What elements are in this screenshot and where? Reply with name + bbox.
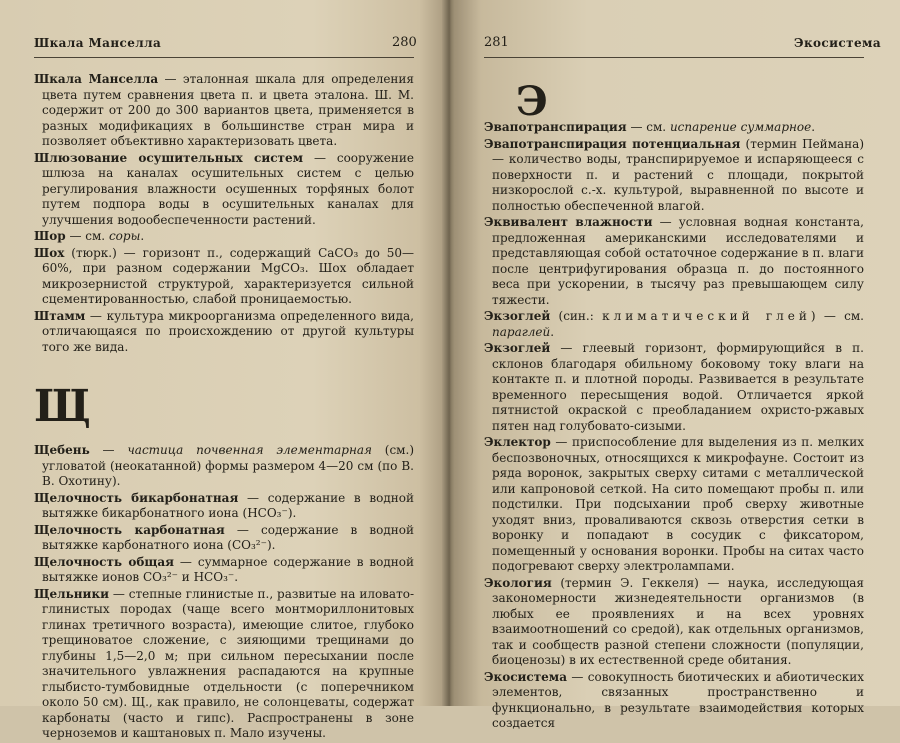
dictionary-entry <box>34 309 414 356</box>
entry-headword: Шор <box>34 229 66 243</box>
page-number: 280 <box>392 35 417 50</box>
page-number: 281 <box>484 35 509 50</box>
entry-text: — эталонная шкала для определения цвета путем сравнения цвета п. и цвета эталона. Ш. М. содержит от 200 до 300 вариантов цвета, применяется в разных модификациях в большинстве стран мира и позволяет объективно характеризовать цвета. <box>42 72 414 148</box>
entry-headword: Экология <box>484 575 552 590</box>
dictionary-entry <box>484 670 864 732</box>
dictionary-entry <box>34 246 414 308</box>
entry-text: . <box>550 324 555 339</box>
entry-headword: Щелочность бикарбонатная <box>34 490 239 505</box>
entry-text: — условная водная константа, предложенная американскими исследователями и представляющая собой остаточное содержание в п. влаги после центрифугирования образца п. до постоянного веса при ускорении, в тысячу раз превышающем силу тяжести. <box>492 215 864 307</box>
entry-headword: Щебень <box>34 443 90 457</box>
entry-headword: Эквивалент влажности <box>484 215 653 229</box>
entry-text: (термин Э. Геккеля) — наука, исследующая закономерности жизнедеятельности организмов (в любых ее проявлениях и на всех уровнях взаимоотношений со средой), как отдельных организмов, так и сообществ разной степени сложности (популяции, биоценозы) в их естественной среде обитания. <box>492 575 864 667</box>
right-column <box>484 120 864 733</box>
entry-spaced-term: климатический глей <box>602 309 811 323</box>
running-head: Шкала Манселла <box>34 36 162 50</box>
dictionary-entry <box>34 555 414 586</box>
dictionary-entry <box>34 587 414 742</box>
dictionary-entry <box>484 120 864 136</box>
entry-text: — глеевый горизонт, формирующийся в п. склонов благодаря обильному боковому току влаги на контакте п. и плотной породы. Развивается в результате временного пересыщения водой. Отличается яркой пятнистой окраской с преобладанием охристо-ржавых пятен над голубовато-сизыми. <box>492 341 864 433</box>
entry-headword: Экзоглей <box>484 309 551 323</box>
entry-headword: Щелочность общая <box>34 554 174 569</box>
entry-text: — см. <box>65 229 109 243</box>
entry-text: — приспособление для выделения из п. мелких беспозвоночных, относящихся к микрофауне. Состоит из ряда воронок, закрытых сверху ситами с металлической или капроновой сеткой. На сито помещают пробы п. или подстилки. При подсыхании проб сверху животные уходят вниз, проваливаются сквозь отверстия сетки в воронку и попадают в сосудик с фиксатором, помещенный у основания воронки. Пробы на ситах часто подогревают сверху электролампами. <box>492 435 864 573</box>
entry-text: — содержание в водной вытяжке бикарбонатного иона (HCO₃⁻). <box>42 490 414 520</box>
right-page <box>454 0 900 730</box>
entry-crossref: параглей <box>492 324 551 339</box>
entry-headword: Шлюзование осушительных систем <box>34 150 304 165</box>
entry-text: — культура микроорганизма определенного вида, отличающаяся по происхождению от другой культуры того же вида. <box>42 308 414 354</box>
entry-text: — суммарное содержание в водной вытяжке ионов CO₃²⁻ и HCO₃⁻. <box>42 554 414 584</box>
entry-headword: Эвапотранспирация <box>484 120 627 134</box>
entry-headword: Эклектор <box>484 435 551 449</box>
entry-text: — сооружение шлюза на каналах осушительных систем с целью регулирования влажности осушенных торфяных болот путем подпора воды в осушительных каналах для улучшения водообеспеченности растений. <box>42 150 414 227</box>
entry-headword: Эвапотранспирация потенциальная <box>484 136 741 151</box>
entry-headword: Экзоглей <box>484 341 551 355</box>
left-page <box>0 0 446 740</box>
dictionary-entry <box>34 491 414 522</box>
dictionary-entry <box>484 137 864 215</box>
dictionary-entry <box>34 523 414 554</box>
entry-text: (тюрк.) — горизонт п., содержащий CaCO₃ до 50—60%, при разном содержании MgCO₃. Шох обладает микрозернистой структурой, характеризуется сильной сцементированностью, слабой проницаемостью. <box>42 245 414 306</box>
entry-text: . <box>140 229 145 243</box>
entry-text: (см.) угловатой (неокатанной) формы размером 4—20 см (по В. В. Охотину). <box>42 443 415 488</box>
entry-text: — степные глинистые п., развитые на иловато-глинистых породах (чаще всего монтмориллонитовых глинах третичного возраста), имеющие слитое, глубоко трещиноватое сложение, с зияющими трещинами до глубины 1,5—2,0 м; при сильном пересыхании после значительного увлажнения распадаются на крупные глыбисто-тумбовидные отдельности (с поперечником около 50 см). Щ., как правило, не солонцеваты, содержат карбонаты (часто и гипс). Распространены в зоне черноземов и каштановых п. Мало изучены. <box>42 586 414 740</box>
entry-headword: Шох <box>34 245 65 260</box>
entry-headword: Штамм <box>34 308 86 323</box>
dictionary-entry <box>484 341 864 434</box>
dictionary-entry <box>34 229 414 245</box>
entry-text: — см. <box>626 120 670 134</box>
dictionary-entry <box>484 435 864 575</box>
dictionary-entry <box>484 215 864 308</box>
running-head: Экосистема <box>794 36 881 50</box>
entry-text: — совокупность биотических и абиотических элементов, связанных пространственно и функционально, в результате взаимодействия которых создается <box>492 669 864 730</box>
left-column <box>34 72 414 743</box>
entry-text: — содержание в водной вытяжке карбонатного иона (CO₃²⁻). <box>42 522 414 552</box>
entry-headword: Экосистема <box>484 669 567 684</box>
section-letter: Э <box>516 78 548 125</box>
dictionary-entry <box>484 309 864 340</box>
entry-crossref: частица почвенная элементарная <box>127 443 372 457</box>
entry-text: (син.: <box>550 309 603 323</box>
dictionary-entry <box>34 443 414 490</box>
header-rule <box>484 57 864 58</box>
entry-text: . <box>811 120 816 134</box>
entry-text: ) — см. <box>810 309 864 323</box>
entry-headword: Щелочность карбонатная <box>34 522 225 537</box>
dictionary-entry <box>34 72 414 150</box>
entry-text: — <box>89 443 128 457</box>
header-rule <box>34 57 414 58</box>
entry-headword: Щельники <box>34 586 110 601</box>
section-letter: Щ <box>34 381 91 432</box>
dictionary-entry <box>484 576 864 669</box>
entry-crossref: соры <box>108 229 141 243</box>
entry-headword: Шкала Манселла <box>34 72 159 86</box>
entry-text: (термин Пеймана) — количество воды, транспирируемое и испаряющееся с поверхности п. и растений с площади, покрытой низкорослой с.-х. культурой, выравненной по высоте и полностью обеспеченной влагой. <box>492 136 864 213</box>
entry-crossref: испарение суммарное <box>669 120 812 134</box>
dictionary-entry <box>34 151 414 229</box>
